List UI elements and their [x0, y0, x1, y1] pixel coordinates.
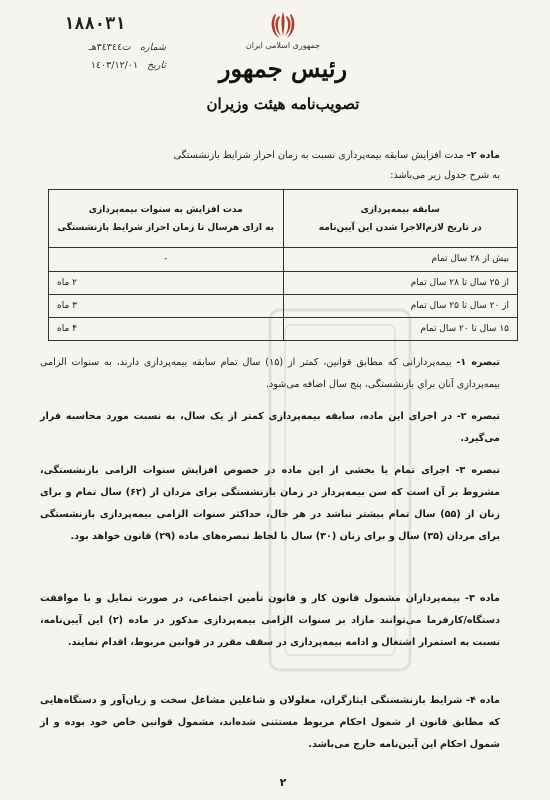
approval-title: تصویب‌نامه هیئت وزیران — [206, 95, 360, 113]
reference-label: شماره — [140, 42, 166, 53]
note-2 — [40, 406, 500, 450]
article-2-title: ماده ۲- — [466, 150, 500, 161]
organization-name: جمهوری اسلامی ایران — [245, 41, 321, 50]
note-2-title: تبصره ۲- — [456, 411, 500, 422]
note-1 — [40, 352, 500, 396]
table-row — [49, 294, 518, 317]
insurance-table — [48, 189, 518, 341]
president-title: رئیس جمهور — [218, 54, 348, 83]
note-3 — [40, 460, 500, 548]
table-header-row — [49, 190, 518, 248]
article-2-line2-row — [40, 165, 500, 187]
article-2-line2: به شرح جدول زیر می‌باشد: — [390, 170, 500, 181]
iran-emblem-icon — [270, 10, 296, 40]
table-header-col2-line1: مدت افزایش به سنوات بیمه‌پردازی — [88, 204, 243, 215]
table-cell: از ۲۵ سال تا ۲۸ سال تمام — [283, 271, 518, 294]
article-4-text: شرایط بازنشستگی ایثارگران، معلولان و شاغلین مشاغل سخت و زیان‌آور و دستگاه‌هایی که مطابق قانون از شمول احکام مربوط مستثنی شده‌اند، مشمول قوانین خاص خود بوده و از شمول احکام این آیین‌نامه خارج می‌باشد. — [40, 695, 500, 750]
table-header-col1 — [283, 190, 518, 248]
table-cell: از ۲۰ سال تا ۲۵ سال تمام — [283, 294, 518, 317]
note-3-title: تبصره ۳- — [455, 465, 500, 476]
article-2-intro — [40, 145, 500, 167]
document-number: ١٨٨٠٣١ — [64, 14, 126, 34]
article-4 — [40, 690, 500, 756]
table-cell: ۱۵ سال تا ۲۰ سال تمام — [283, 317, 518, 340]
article-3-title: ماده ۳- — [465, 593, 500, 604]
date-label: تاریخ — [147, 60, 166, 71]
table-cell: بیش از ۲۸ سال تمام — [283, 248, 518, 271]
note-2-text: در اجرای این ماده، سابقه بیمه‌پردازی کمتر از یک سال، به نسبت مورد محاسبه قرار می‌گیرد. — [40, 411, 500, 444]
note-1-title: تبصره ۱- — [456, 357, 500, 368]
article-3 — [40, 588, 500, 654]
table-cell: - — [49, 248, 284, 271]
date-value: ١٤٠٣/١٢/٠١ — [90, 60, 139, 71]
table-cell: ۳ ماه — [49, 294, 284, 317]
article-4-title: ماده ۴- — [466, 695, 500, 706]
table-header-col1-line2: در تاریخ لازم‌الاجرا شدن این آیین‌نامه — [318, 222, 482, 233]
table-cell: ۲ ماه — [49, 271, 284, 294]
table-header-col2-line2: به ازای هرسال تا زمان احراز شرایط بازنشستگی — [57, 222, 274, 233]
page-number: ۲ — [279, 776, 287, 789]
reference-value: ت٣٤٣٤٤هـ — [88, 42, 132, 53]
table-header-col2 — [49, 190, 284, 248]
article-2-line1: مدت افزایش سابقه بیمه‌پردازی نسبت به زمان احراز شرایط بازنشستگی — [173, 150, 464, 161]
article-3-text: بیمه‌پردازان مشمول قانون کار و قانون تأمین اجتماعی، در صورت تمایل و با موافقت دستگاه/کارفرما می‌توانند مازاد بر سنوات الزامی بیمه‌پردازی مذکور در ماده (۲) این آیین‌نامه، نسبت به استمرار اشتغال و ادامه بیمه‌پردازی در سقف مقرر در قوانین مربوط، اقدام نمایند. — [40, 593, 500, 648]
table-header-col1-line1: سابقه بیمه‌پردازی — [360, 204, 440, 215]
note-1-text: بیمه‌پردازانی که مطابق قوانین، کمتر از (۱۵) سال تمام سابقه بیمه‌پردازی دارند، به سنوات الزامی بیمه‌پردازی آنان برای بازنشستگی، پنج سال اضافه می‌شود. — [40, 357, 500, 390]
table-row — [49, 271, 518, 294]
table-cell: ۴ ماه — [49, 317, 284, 340]
table-row — [49, 248, 518, 271]
table-row — [49, 317, 518, 340]
note-3-text: اجرای تمام یا بخشی از این ماده در خصوص افزایش سنوات الزامی بازنشستگی، مشروط بر آن است که سن بیمه‌پرداز در زمان بازنشستگی برای مردان از (۶۲) سال تمام و برای زنان از (۵۵) سال تمام بیشتر نباشد در هر حال، حداکثر سنوات الزامی بیمه‌پردازی بازنشستگی برای مردان (۳۵) سال و برای زنان (۳۰) سال با لحاظ تبصره‌های ماده (۲۹) قانون خواهد بود. — [40, 465, 501, 542]
